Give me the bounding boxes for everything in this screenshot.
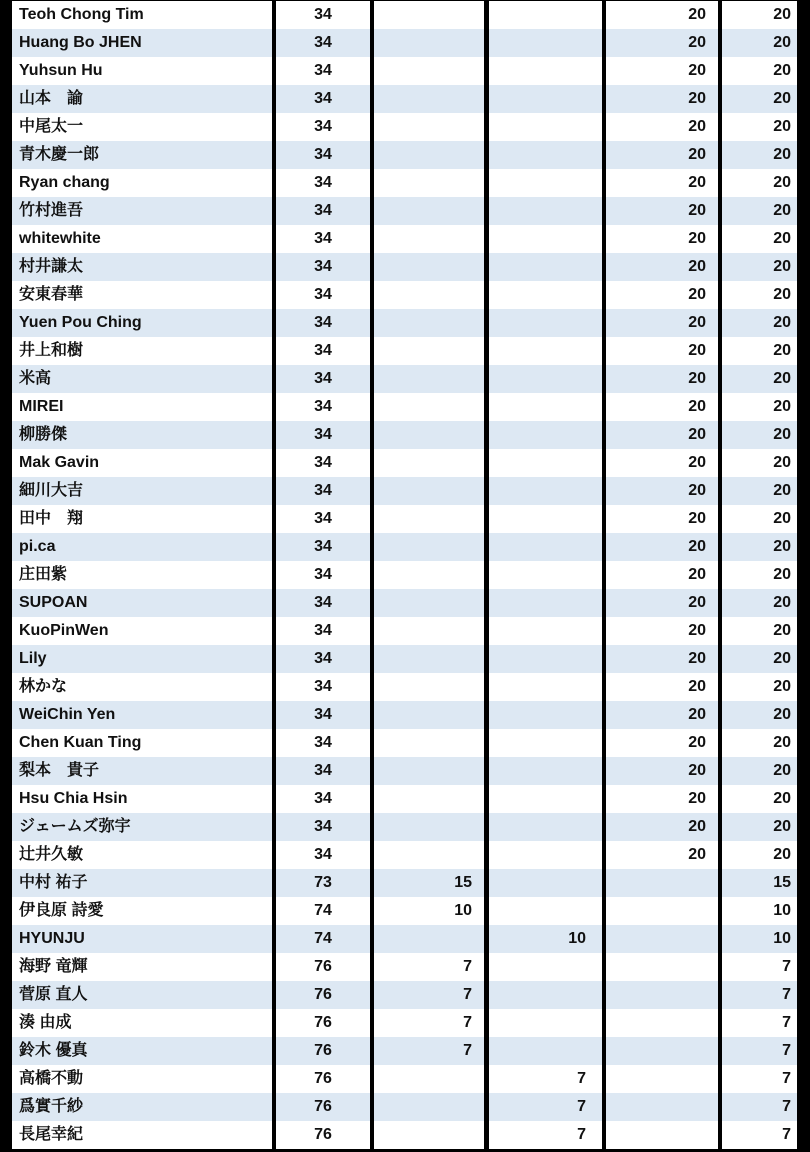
points-cell-3 <box>606 953 718 981</box>
points-cell-3: 20 <box>606 449 718 477</box>
points-cell-3: 20 <box>606 645 718 673</box>
points-cell-1 <box>374 1065 484 1093</box>
points-cell-1 <box>374 701 484 729</box>
table-row <box>0 701 810 729</box>
total-points-cell: 20 <box>722 589 797 617</box>
points-cell-1 <box>374 309 484 337</box>
rank-cell: 34 <box>276 561 370 589</box>
points-cell-1 <box>374 505 484 533</box>
player-name-cell: Lily <box>12 645 272 673</box>
rank-cell: 34 <box>276 533 370 561</box>
points-cell-2 <box>489 841 602 869</box>
player-name-cell: Yuhsun Hu <box>12 57 272 85</box>
points-cell-3: 20 <box>606 29 718 57</box>
table-row <box>0 337 810 365</box>
player-name-cell: 細川大吉 <box>12 477 272 505</box>
points-cell-2 <box>489 85 602 113</box>
points-cell-2: 7 <box>489 1065 602 1093</box>
points-cell-2 <box>489 141 602 169</box>
points-cell-3: 20 <box>606 57 718 85</box>
table-row <box>0 897 810 925</box>
rank-cell: 34 <box>276 281 370 309</box>
table-row <box>0 85 810 113</box>
points-cell-3: 20 <box>606 281 718 309</box>
player-name-cell: 田中 翔 <box>12 505 272 533</box>
total-points-cell: 20 <box>722 29 797 57</box>
player-name-cell: 中尾太一 <box>12 113 272 141</box>
points-cell-1 <box>374 785 484 813</box>
points-cell-2 <box>489 701 602 729</box>
rank-cell: 76 <box>276 981 370 1009</box>
rank-cell: 76 <box>276 1009 370 1037</box>
player-name-cell: pi.ca <box>12 533 272 561</box>
table-row <box>0 281 810 309</box>
points-cell-2 <box>489 561 602 589</box>
total-points-cell: 20 <box>722 253 797 281</box>
points-cell-2 <box>489 365 602 393</box>
total-points-cell: 10 <box>722 925 797 953</box>
table-row <box>0 1093 810 1121</box>
points-cell-1 <box>374 449 484 477</box>
points-cell-2: 7 <box>489 1121 602 1149</box>
table-row <box>0 505 810 533</box>
total-points-cell: 20 <box>722 561 797 589</box>
rank-cell: 76 <box>276 1065 370 1093</box>
player-name-cell: 庄田紫 <box>12 561 272 589</box>
points-cell-3: 20 <box>606 197 718 225</box>
table-row <box>0 813 810 841</box>
points-cell-2 <box>489 1 602 29</box>
points-cell-1: 10 <box>374 897 484 925</box>
rank-cell: 34 <box>276 813 370 841</box>
points-cell-2 <box>489 953 602 981</box>
total-points-cell: 20 <box>722 533 797 561</box>
rank-cell: 34 <box>276 673 370 701</box>
total-points-cell: 20 <box>722 197 797 225</box>
points-cell-1: 7 <box>374 981 484 1009</box>
rank-cell: 73 <box>276 869 370 897</box>
table-row <box>0 1037 810 1065</box>
points-cell-3 <box>606 1009 718 1037</box>
points-cell-1: 7 <box>374 953 484 981</box>
total-points-cell: 7 <box>722 953 797 981</box>
points-cell-3 <box>606 1093 718 1121</box>
player-name-cell: 爲實千紗 <box>12 1093 272 1121</box>
table-row <box>0 561 810 589</box>
player-name-cell: 湊 由成 <box>12 1009 272 1037</box>
table-row <box>0 841 810 869</box>
total-points-cell: 20 <box>722 57 797 85</box>
player-name-cell: 青木慶一郎 <box>12 141 272 169</box>
points-cell-1 <box>374 57 484 85</box>
total-points-cell: 20 <box>722 813 797 841</box>
player-name-cell: WeiChin Yen <box>12 701 272 729</box>
total-points-cell: 7 <box>722 1009 797 1037</box>
points-cell-2 <box>489 337 602 365</box>
rank-cell: 34 <box>276 197 370 225</box>
points-cell-2 <box>489 421 602 449</box>
points-cell-3: 20 <box>606 421 718 449</box>
player-name-cell: 長尾幸紀 <box>12 1121 272 1149</box>
points-cell-2 <box>489 533 602 561</box>
table-row <box>0 309 810 337</box>
points-cell-3: 20 <box>606 337 718 365</box>
table-row <box>0 869 810 897</box>
points-cell-1: 7 <box>374 1037 484 1065</box>
rank-cell: 34 <box>276 617 370 645</box>
points-cell-1 <box>374 813 484 841</box>
player-name-cell: Mak Gavin <box>12 449 272 477</box>
player-name-cell: 高橋不動 <box>12 1065 272 1093</box>
total-points-cell: 20 <box>722 225 797 253</box>
player-name-cell: 辻井久敏 <box>12 841 272 869</box>
total-points-cell: 20 <box>722 113 797 141</box>
player-name-cell: 柳勝傑 <box>12 421 272 449</box>
table-row <box>0 925 810 953</box>
points-cell-1 <box>374 141 484 169</box>
rank-cell: 34 <box>276 505 370 533</box>
points-cell-3: 20 <box>606 169 718 197</box>
table-row <box>0 645 810 673</box>
points-cell-1 <box>374 757 484 785</box>
player-name-cell: 竹村進吾 <box>12 197 272 225</box>
rank-cell: 34 <box>276 253 370 281</box>
points-cell-1: 15 <box>374 869 484 897</box>
total-points-cell: 20 <box>722 757 797 785</box>
points-cell-2 <box>489 673 602 701</box>
total-points-cell: 20 <box>722 85 797 113</box>
points-cell-2 <box>489 617 602 645</box>
table-row <box>0 1065 810 1093</box>
table-row <box>0 1 810 29</box>
points-cell-1 <box>374 169 484 197</box>
rank-cell: 74 <box>276 897 370 925</box>
player-name-cell: Ryan chang <box>12 169 272 197</box>
points-cell-3 <box>606 1065 718 1093</box>
rank-cell: 34 <box>276 449 370 477</box>
player-name-cell: KuoPinWen <box>12 617 272 645</box>
table-row <box>0 169 810 197</box>
points-cell-3: 20 <box>606 1 718 29</box>
points-cell-1 <box>374 729 484 757</box>
points-cell-2 <box>489 1009 602 1037</box>
points-cell-3: 20 <box>606 225 718 253</box>
total-points-cell: 20 <box>722 617 797 645</box>
total-points-cell: 20 <box>722 505 797 533</box>
points-cell-3: 20 <box>606 309 718 337</box>
player-name-cell: 鈴木 優真 <box>12 1037 272 1065</box>
table-row <box>0 953 810 981</box>
rank-cell: 76 <box>276 1121 370 1149</box>
points-cell-3: 20 <box>606 757 718 785</box>
player-name-cell: 山本 諭 <box>12 85 272 113</box>
player-name-cell: ジェームズ弥宇 <box>12 813 272 841</box>
player-name-cell: 林かな <box>12 673 272 701</box>
total-points-cell: 20 <box>722 393 797 421</box>
rank-cell: 34 <box>276 1 370 29</box>
player-name-cell: Huang Bo JHEN <box>12 29 272 57</box>
rank-cell: 76 <box>276 1037 370 1065</box>
player-name-cell: Teoh Chong Tim <box>12 1 272 29</box>
rank-cell: 34 <box>276 645 370 673</box>
table-row <box>0 29 810 57</box>
table-row <box>0 785 810 813</box>
rank-cell: 34 <box>276 729 370 757</box>
points-cell-3 <box>606 981 718 1009</box>
points-cell-2 <box>489 113 602 141</box>
points-cell-3 <box>606 897 718 925</box>
rank-cell: 34 <box>276 169 370 197</box>
player-name-cell: 米高 <box>12 365 272 393</box>
table-row <box>0 365 810 393</box>
points-cell-2 <box>489 225 602 253</box>
points-cell-3: 20 <box>606 589 718 617</box>
rank-cell: 76 <box>276 1093 370 1121</box>
rank-cell: 34 <box>276 337 370 365</box>
points-cell-3: 20 <box>606 561 718 589</box>
total-points-cell: 7 <box>722 1093 797 1121</box>
points-cell-1 <box>374 1 484 29</box>
points-cell-1 <box>374 533 484 561</box>
points-cell-2 <box>489 197 602 225</box>
points-cell-3 <box>606 869 718 897</box>
points-cell-3: 20 <box>606 701 718 729</box>
table-row <box>0 477 810 505</box>
points-cell-2 <box>489 253 602 281</box>
points-cell-1 <box>374 225 484 253</box>
total-points-cell: 7 <box>722 1121 797 1149</box>
points-cell-2 <box>489 393 602 421</box>
points-cell-3: 20 <box>606 365 718 393</box>
rank-cell: 34 <box>276 309 370 337</box>
player-name-cell: 梨本 貴子 <box>12 757 272 785</box>
rank-cell: 34 <box>276 421 370 449</box>
points-cell-2 <box>489 449 602 477</box>
points-cell-3 <box>606 1037 718 1065</box>
points-cell-2: 7 <box>489 1093 602 1121</box>
points-cell-1 <box>374 393 484 421</box>
points-cell-2 <box>489 813 602 841</box>
table-row <box>0 981 810 1009</box>
points-cell-1 <box>374 925 484 953</box>
table-row <box>0 449 810 477</box>
points-cell-2 <box>489 29 602 57</box>
table-row <box>0 729 810 757</box>
player-name-cell: SUPOAN <box>12 589 272 617</box>
player-name-cell: whitewhite <box>12 225 272 253</box>
total-points-cell: 7 <box>722 981 797 1009</box>
player-name-cell: Hsu Chia Hsin <box>12 785 272 813</box>
table-row <box>0 421 810 449</box>
table-row <box>0 57 810 85</box>
player-name-cell: 菅原 直人 <box>12 981 272 1009</box>
rank-cell: 34 <box>276 757 370 785</box>
player-name-cell: 中村 祐子 <box>12 869 272 897</box>
points-cell-3: 20 <box>606 673 718 701</box>
points-cell-1 <box>374 1121 484 1149</box>
points-cell-2 <box>489 281 602 309</box>
points-cell-2 <box>489 1037 602 1065</box>
rank-cell: 34 <box>276 57 370 85</box>
player-name-cell: MIREI <box>12 393 272 421</box>
points-cell-3: 20 <box>606 813 718 841</box>
table-row <box>0 1009 810 1037</box>
table-row <box>0 589 810 617</box>
points-cell-3: 20 <box>606 729 718 757</box>
points-cell-3: 20 <box>606 393 718 421</box>
points-cell-1 <box>374 617 484 645</box>
points-cell-1 <box>374 1093 484 1121</box>
player-name-cell: HYUNJU <box>12 925 272 953</box>
table-row <box>0 1121 810 1149</box>
total-points-cell: 20 <box>722 141 797 169</box>
table-row <box>0 757 810 785</box>
points-cell-3: 20 <box>606 841 718 869</box>
total-points-cell: 20 <box>722 281 797 309</box>
points-cell-2 <box>489 645 602 673</box>
points-cell-3: 20 <box>606 253 718 281</box>
points-cell-1 <box>374 421 484 449</box>
total-points-cell: 20 <box>722 645 797 673</box>
points-cell-1 <box>374 645 484 673</box>
points-cell-1 <box>374 253 484 281</box>
rank-cell: 34 <box>276 365 370 393</box>
points-cell-3: 20 <box>606 785 718 813</box>
total-points-cell: 20 <box>722 421 797 449</box>
table-row <box>0 393 810 421</box>
total-points-cell: 7 <box>722 1065 797 1093</box>
points-cell-1 <box>374 29 484 57</box>
player-name-cell: 村井謙太 <box>12 253 272 281</box>
points-cell-2 <box>489 869 602 897</box>
player-name-cell: 伊良原 詩愛 <box>12 897 272 925</box>
player-name-cell: 井上和樹 <box>12 337 272 365</box>
points-cell-3: 20 <box>606 477 718 505</box>
points-cell-2 <box>489 309 602 337</box>
points-cell-2 <box>489 505 602 533</box>
total-points-cell: 7 <box>722 1037 797 1065</box>
points-cell-2 <box>489 785 602 813</box>
points-cell-2 <box>489 897 602 925</box>
rank-cell: 34 <box>276 29 370 57</box>
total-points-cell: 20 <box>722 449 797 477</box>
points-cell-2 <box>489 57 602 85</box>
total-points-cell: 20 <box>722 785 797 813</box>
rank-cell: 34 <box>276 589 370 617</box>
total-points-cell: 20 <box>722 337 797 365</box>
total-points-cell: 20 <box>722 673 797 701</box>
points-cell-2 <box>489 729 602 757</box>
points-cell-3: 20 <box>606 85 718 113</box>
table-row <box>0 253 810 281</box>
points-cell-1 <box>374 841 484 869</box>
rank-cell: 34 <box>276 141 370 169</box>
rank-cell: 34 <box>276 477 370 505</box>
rank-cell: 34 <box>276 85 370 113</box>
points-cell-2: 10 <box>489 925 602 953</box>
total-points-cell: 20 <box>722 1 797 29</box>
table-row <box>0 225 810 253</box>
total-points-cell: 20 <box>722 729 797 757</box>
player-name-cell: 安東春華 <box>12 281 272 309</box>
points-cell-2 <box>489 169 602 197</box>
rank-cell: 34 <box>276 225 370 253</box>
points-cell-1 <box>374 589 484 617</box>
total-points-cell: 10 <box>722 897 797 925</box>
total-points-cell: 20 <box>722 309 797 337</box>
player-name-cell: 海野 竜輝 <box>12 953 272 981</box>
points-cell-3: 20 <box>606 617 718 645</box>
table-row <box>0 673 810 701</box>
points-cell-1: 7 <box>374 1009 484 1037</box>
points-cell-2 <box>489 757 602 785</box>
total-points-cell: 20 <box>722 477 797 505</box>
table-row <box>0 197 810 225</box>
table-row <box>0 113 810 141</box>
points-cell-3: 20 <box>606 505 718 533</box>
player-name-cell: Chen Kuan Ting <box>12 729 272 757</box>
points-cell-1 <box>374 113 484 141</box>
points-cell-3 <box>606 925 718 953</box>
points-cell-3: 20 <box>606 533 718 561</box>
total-points-cell: 20 <box>722 169 797 197</box>
rank-cell: 74 <box>276 925 370 953</box>
points-cell-2 <box>489 589 602 617</box>
points-cell-3: 20 <box>606 141 718 169</box>
table-row <box>0 533 810 561</box>
points-cell-1 <box>374 365 484 393</box>
total-points-cell: 20 <box>722 365 797 393</box>
total-points-cell: 20 <box>722 841 797 869</box>
points-cell-3 <box>606 1121 718 1149</box>
total-points-cell: 20 <box>722 701 797 729</box>
table-row <box>0 141 810 169</box>
points-cell-1 <box>374 477 484 505</box>
rank-cell: 34 <box>276 785 370 813</box>
points-cell-2 <box>489 981 602 1009</box>
rank-cell: 76 <box>276 953 370 981</box>
rank-cell: 34 <box>276 393 370 421</box>
total-points-cell: 15 <box>722 869 797 897</box>
points-cell-1 <box>374 85 484 113</box>
player-name-cell: Yuen Pou Ching <box>12 309 272 337</box>
points-cell-1 <box>374 561 484 589</box>
rank-cell: 34 <box>276 701 370 729</box>
points-cell-1 <box>374 337 484 365</box>
rank-cell: 34 <box>276 841 370 869</box>
points-cell-3: 20 <box>606 113 718 141</box>
points-cell-1 <box>374 281 484 309</box>
rank-cell: 34 <box>276 113 370 141</box>
points-cell-2 <box>489 477 602 505</box>
table-row <box>0 617 810 645</box>
points-cell-1 <box>374 197 484 225</box>
points-cell-1 <box>374 673 484 701</box>
